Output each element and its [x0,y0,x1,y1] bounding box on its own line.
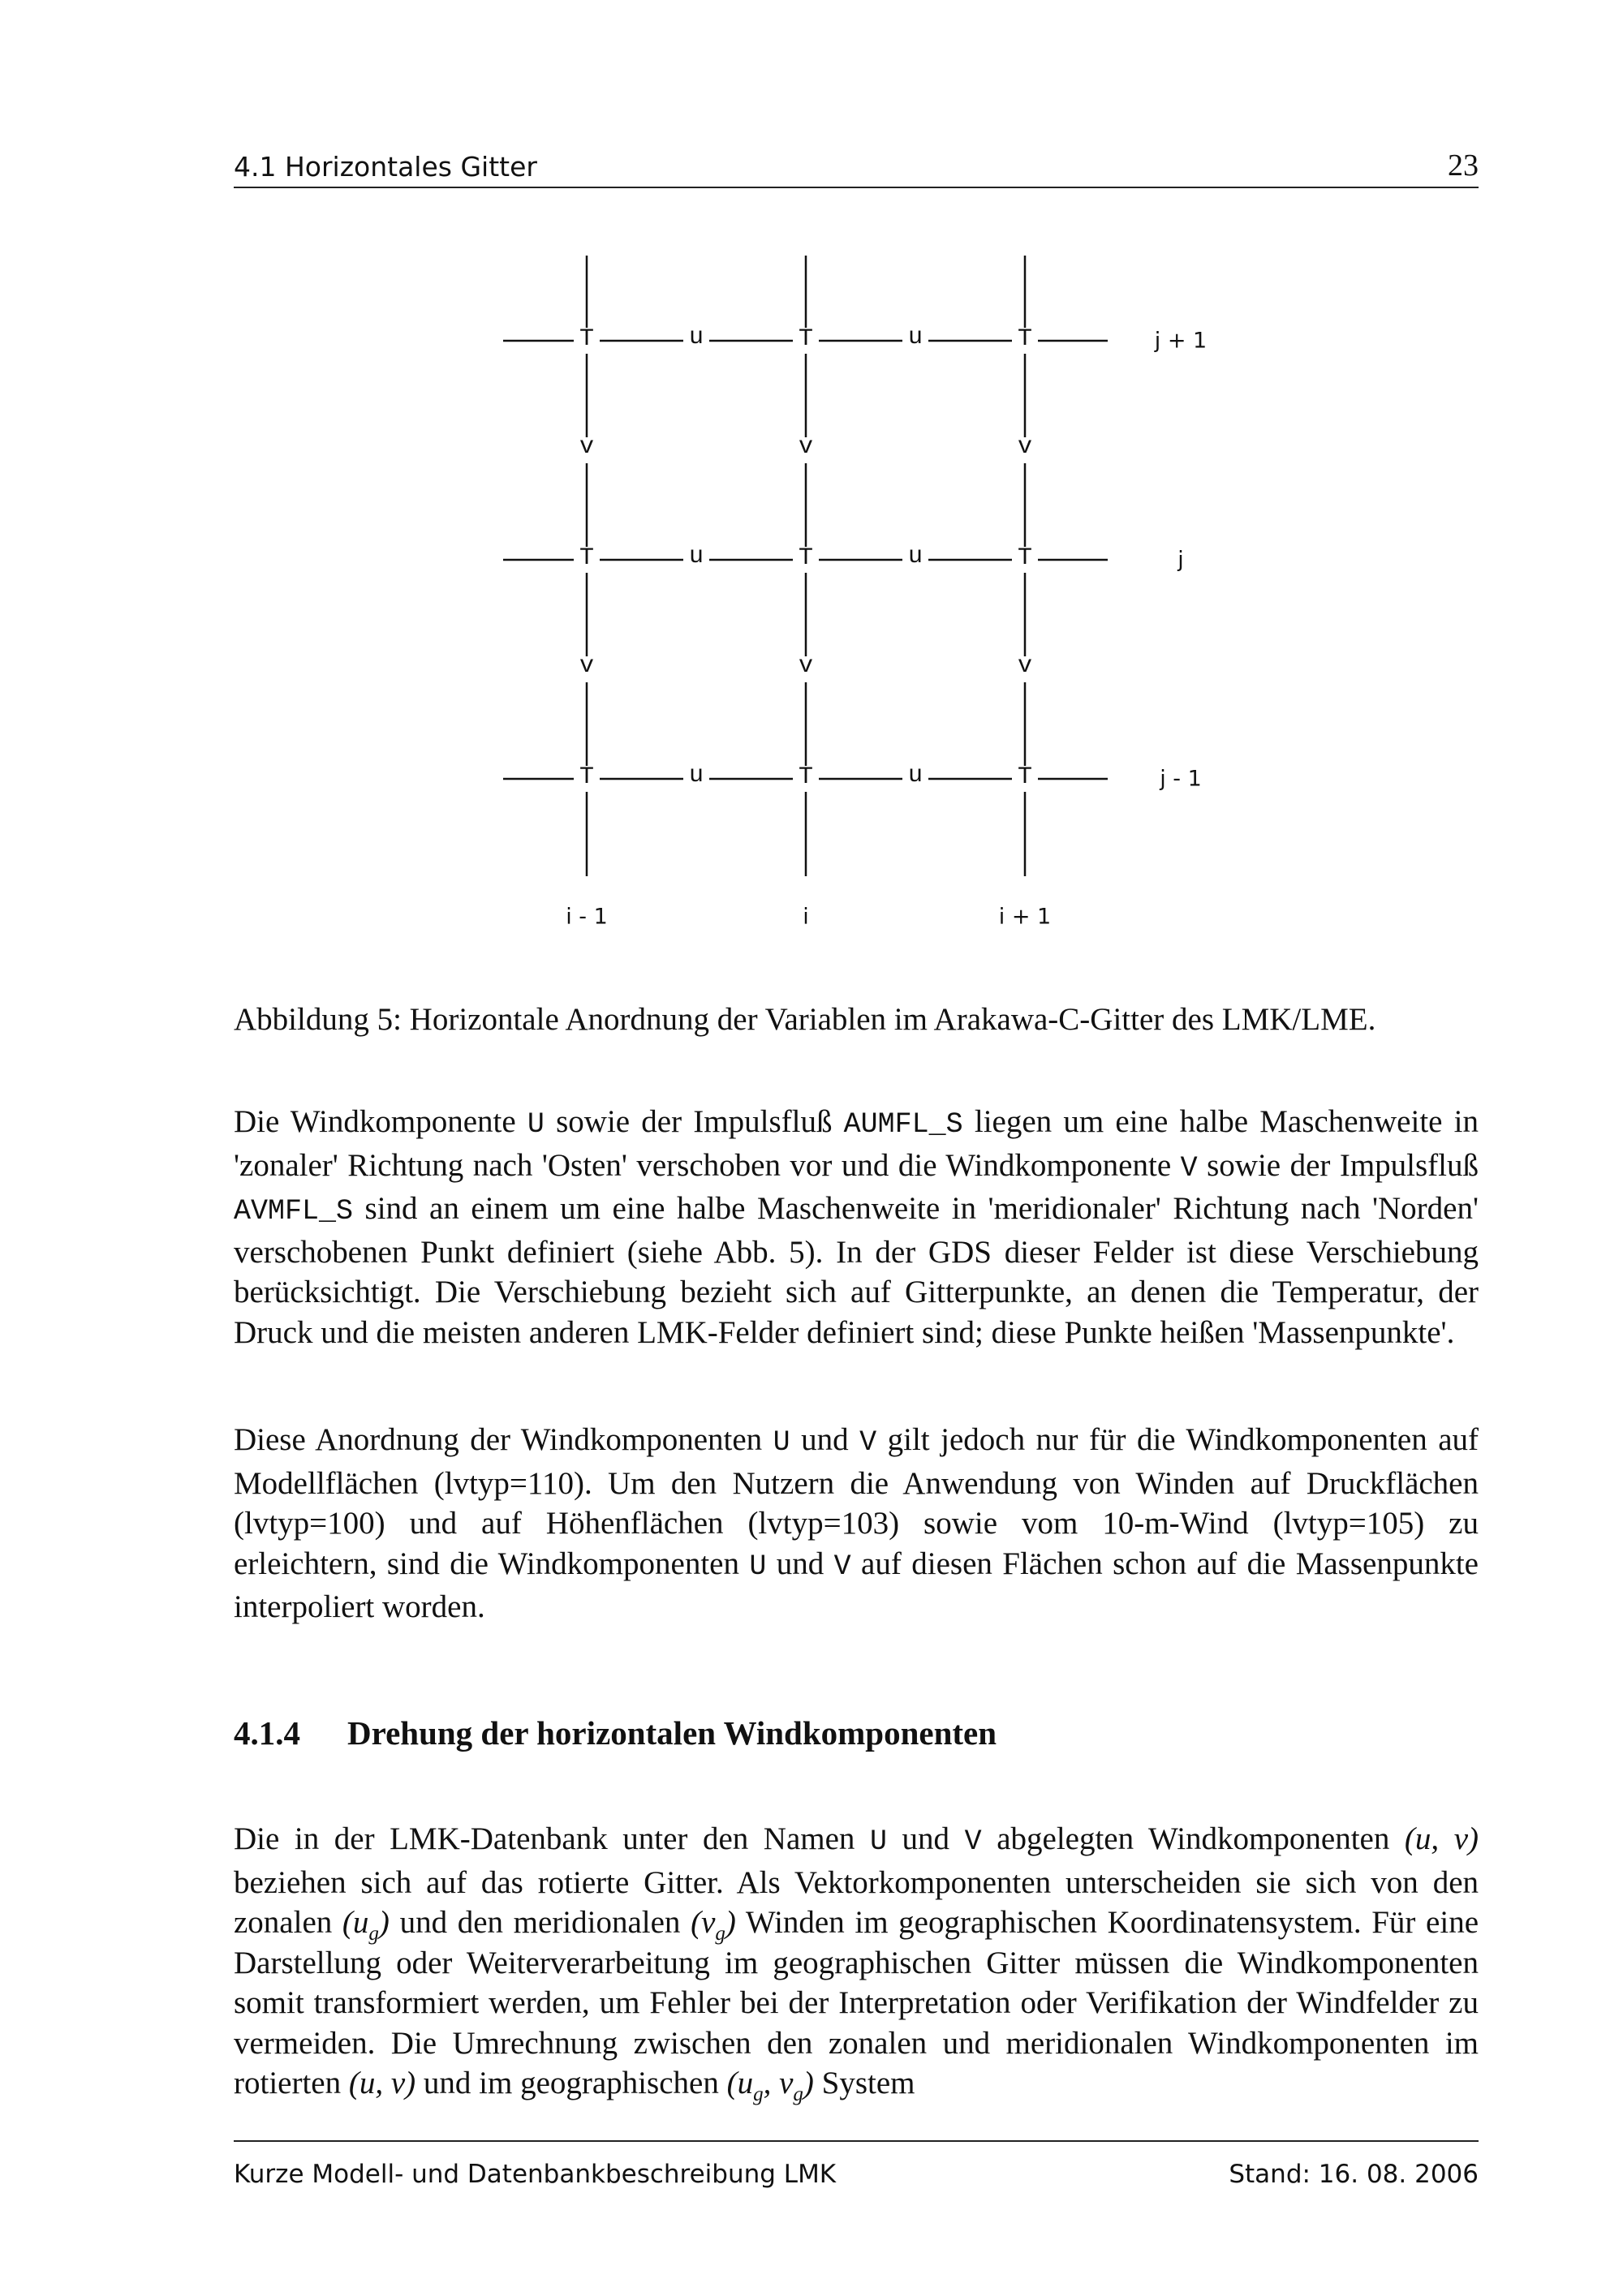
t-point-label: T [1017,325,1033,353]
section-running-title: 4.1 Horizontales Gitter [234,151,537,183]
section-number: 4.1.4 [234,1714,300,1752]
row-index-label: j - 1 [1160,766,1202,792]
v-point-label: v [579,652,595,680]
footer-date: Stand: 16. 08. 2006 [1229,2160,1479,2189]
v-point-label: v [798,652,814,680]
t-point-label: T [798,763,814,791]
t-point-label: T [798,544,814,572]
paragraph-1: Die Windkomponente U sowie der Impulsfluß AUMFL_S liegen um eine halbe Maschenweite in 'zonaler' Richtung nach 'Osten' verschoben vor und die Windkomponente V sowie der Impulsfluß AVMFL_S sind an einem um eine halbe Maschenweite in 'meridionaler' Richtung nach 'Norden' verschobenen Punkt definiert (siehe Abb. 5). In der GDS dieser Felder ist diese Verschiebung berücksichtigt. Die Verschiebung bezieht sich auf Gitterpunkte, an denen die Temperatur, der Druck und die meisten anderen LMK-Felder definiert sind; diese Punkte heißen 'Massenpunkte'. [234,1104,1479,1350]
u-point-label: u [688,324,704,351]
page-footer [234,2140,1479,2200]
section-heading [234,1713,997,1752]
t-point-label: T [1017,763,1033,791]
u-point-label: u [907,543,923,570]
u-point-label: u [688,762,704,789]
column-index-label: i - 1 [566,904,608,930]
t-point-label: T [579,544,595,572]
v-point-label: v [1017,433,1033,461]
t-point-label: T [579,325,595,353]
paragraph-2: Diese Anordnung der Windkomponenten U und V gilt jedoch nur für die Windkomponenten auf Modellflächen (lvtyp=110). Um den Nutzern die Anwendung von Winden auf Druckflächen (lvtyp=100) und auf Höhenflächen (lvtyp=103) sowie vom 10-m-Wind (lvtyp=105) zu erleichtern, sind die Windkomponenten U und V auf diesen Flächen schon auf die Massenpunkte interpoliert worden. [234,1422,1479,1624]
u-point-label: u [688,543,704,570]
v-point-label: v [798,433,814,461]
v-point-label: v [1017,652,1033,680]
column-index-label: i [803,904,809,930]
u-point-label: u [907,762,923,789]
t-point-label: T [579,763,595,791]
arakawa-c-grid-figure [0,0,1623,957]
figure-caption: Abbildung 5: Horizontale Anordnung der Variablen im Arakawa-C-Gitter des LMK/LME. [234,1002,1376,1037]
paragraph-3: Die in der LMK-Datenbank unter den Namen U und V abgelegten Windkomponenten (u, v) beziehen sich auf das rotierte Gitter. Als Vektorkomponenten unterscheiden sie sich von den zonalen $(u_g)$ und den meridionalen $(v_g)$ Winden im geographischen Koordinatensystem. Für eine Darstellung oder Weiterverarbeitung im geographischen Gitter müssen die Windkomponenten somit transformiert werden, um Fehler bei der Interpretation oder Verifikation der Windfelder zu vermeiden. Die Umrechnung zwischen den zonalen und meridionalen Windkomponenten im rotierten (u, v) und im geographischen ($u_g$, $v_g$) System [234,1821,1479,2105]
column-index-label: i + 1 [998,904,1052,930]
v-point-label: v [579,433,595,461]
t-point-label: T [1017,544,1033,572]
t-point-label: T [798,325,814,353]
row-index-label: j + 1 [1154,328,1208,354]
row-index-label: j [1177,547,1184,573]
page-number: 23 [1448,148,1479,183]
u-point-label: u [907,324,923,351]
footer-document-title: Kurze Modell- und Datenbankbeschreibung LMK [234,2160,837,2189]
section-title: Drehung der horizontalen Windkomponenten [347,1714,997,1752]
